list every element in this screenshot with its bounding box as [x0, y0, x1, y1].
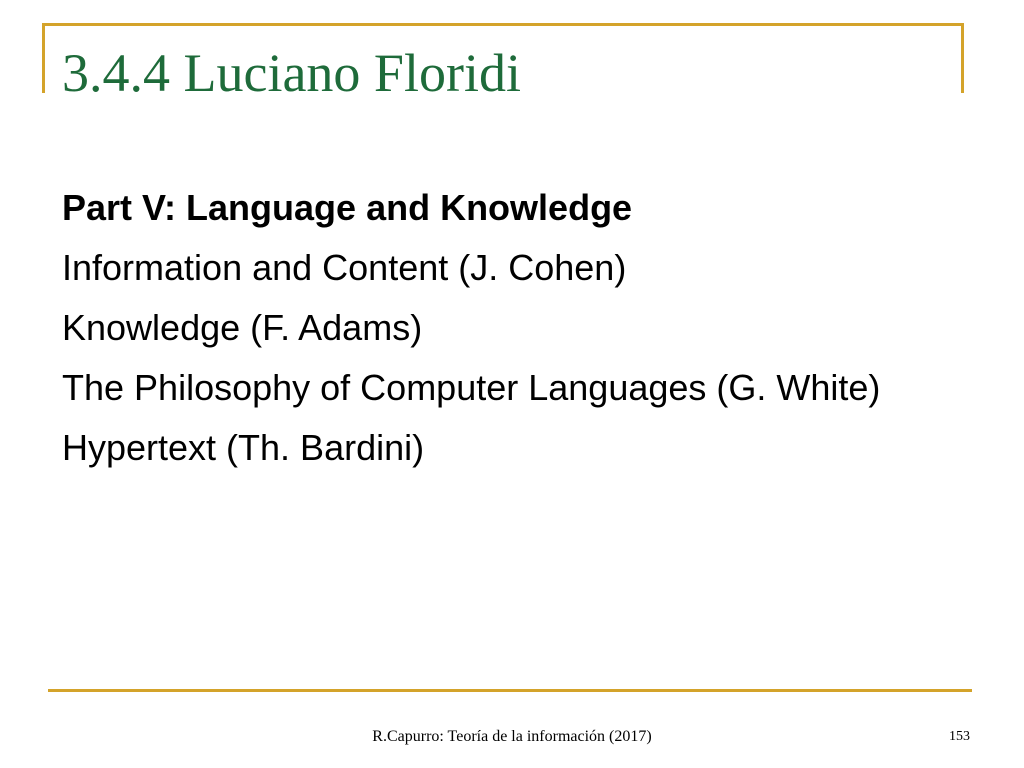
list-item: The Philosophy of Computer Languages (G. White)	[62, 367, 881, 408]
list-item-heading: Part V: Language and Knowledge	[62, 187, 633, 228]
top-accent-rule	[42, 23, 964, 26]
footer-text	[0, 727, 1024, 747]
content-list	[62, 186, 962, 486]
footer-rule	[48, 689, 972, 692]
list-item: Hypertext (Th. Bardini)	[62, 427, 425, 468]
list-item: Information and Content (J. Cohen)	[62, 247, 627, 288]
page-number: 153	[949, 729, 970, 744]
footer-label: R.Capurro: Teoría de la información (2017)	[372, 728, 652, 745]
right-accent-rule	[961, 23, 964, 93]
left-accent-rule	[42, 23, 45, 93]
list-item: Knowledge (F. Adams)	[62, 307, 423, 348]
slide-title: 3.4.4 Luciano Floridi	[62, 43, 521, 103]
